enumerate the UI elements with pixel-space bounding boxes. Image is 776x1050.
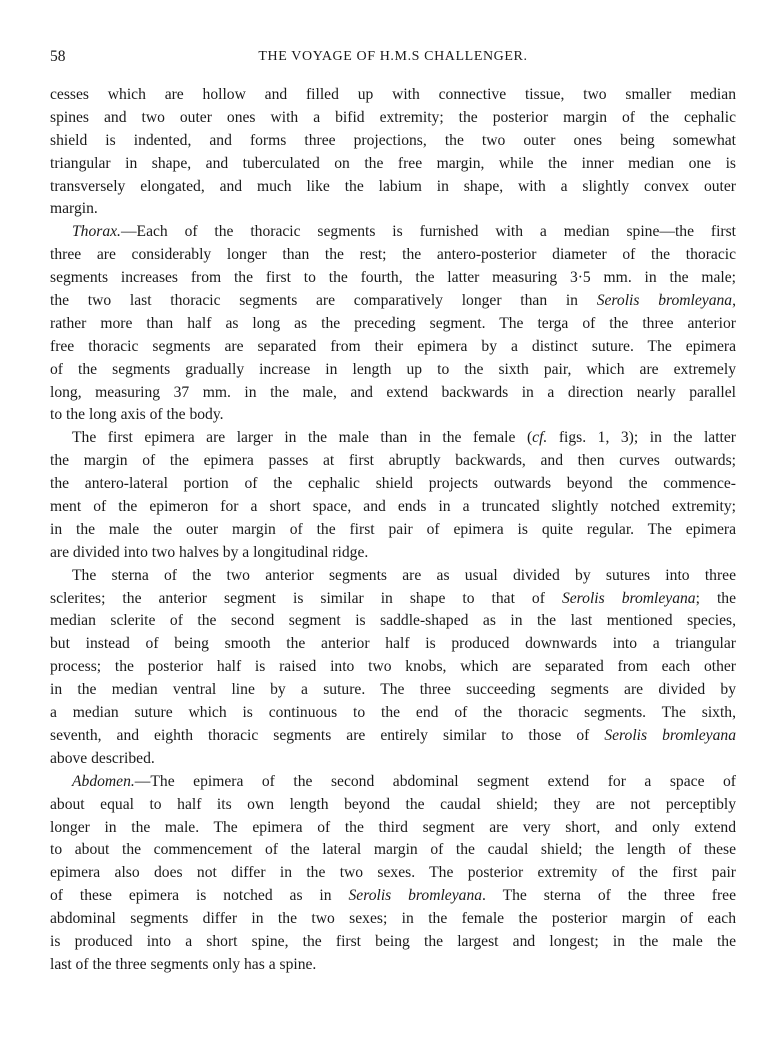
text-line [50,130,736,153]
text-line [50,588,736,611]
text-run: segments increases from the first to the fourth, the latter measuring 3·5 mm. in the male; [50,269,736,287]
text-line [50,725,736,748]
text-run: are divided into two halves by a longitudinal ridge. [50,543,369,561]
text-run: above described. [50,749,155,767]
text-run: , [732,292,737,310]
text-line [50,84,736,107]
text-line [50,679,736,702]
text-line [50,267,736,290]
running-head [50,48,736,70]
text-line [50,404,736,427]
text-line [50,313,736,336]
text-line [50,862,736,885]
text-line [50,107,736,130]
text-run: ; the [695,589,737,607]
text-run: to the long axis of the body. [50,406,224,424]
text-run: last of the three segments only has a spine. [50,955,317,973]
text-line [50,519,736,542]
text-run: a median suture which is continuous to the end of the thoracic segments. The sixth, [50,704,736,722]
text-run: cesses which are hollow and filled up with connective tissue, two smaller median [50,86,736,103]
text-line [50,496,736,519]
text-line [50,542,736,565]
text-run: abdominal segments differ in the two sexes; in the female the posterior margin of each [50,910,736,928]
text-line [50,656,736,679]
text-line [50,794,736,817]
text-line [50,359,736,382]
text-line [50,473,736,496]
text-line [50,702,736,725]
text-run: of the segments gradually increase in length up to the sixth pair, which are extremely [50,360,736,378]
text-line [50,565,736,588]
text-run: free thoracic segments are separated from their epimera by a distinct suture. The epimera [50,337,736,355]
paragraph-cephalic-shield [50,84,736,221]
text-line [50,244,736,267]
text-run: the two last thoracic segments are comparatively longer than in [50,292,597,310]
text-line [50,908,736,931]
text-run: spines and two outer ones with a bifid extremity; the posterior margin of the cephalic [50,108,736,126]
text-line [50,839,736,862]
text-line [50,176,736,199]
italic-term: Serolis bromleyana [596,292,733,310]
text-run: but instead of being smooth the anterior half is produced downwards into a triangular [50,635,736,653]
italic-term: Abdomen. [72,772,135,790]
text-run: figs. 1, 3); in the latter [547,429,736,447]
text-run: rather more than half as long as the preceding segment. The terga of the three anterior [50,314,736,332]
text-run: in the male the outer margin of the first pair of epimera is quite regular. The epimera [50,520,736,538]
text-line [50,382,736,405]
page-number: 58 [50,48,66,65]
text-run: —Each of the thoracic segments is furnished with a median spine—the first [120,223,736,241]
text-run: sclerites; the anterior segment is similar in shape to that of [50,589,562,607]
text-run: The sterna of the two anterior segments are as usual divided by sutures into three [72,566,736,584]
text-run: triangular in shape, and tuberculated on the free margin, while the inner median one is [50,154,736,172]
italic-term: Thorax. [72,223,121,241]
text-run: epimera also does not differ in the two sexes. The posterior extremity of the first pair [50,864,736,882]
text-run: transversely elongated, and much like the labium in shape, with a slightly convex outer [50,177,736,195]
body-text [50,84,736,977]
text-run: —The epimera of the second abdominal segment extend for a space of [134,772,736,790]
text-run: ment of the epimeron for a short space, and ends in a truncated slightly notched extremity; [50,498,736,516]
text-run: three are considerably longer than the rest; the antero-posterior diameter of the thoracic [50,246,736,264]
paragraph-thorax [50,221,736,427]
text-line [50,427,736,450]
text-run: about equal to half its own length beyond the caudal shield; they are not perceptibly [50,795,736,813]
text-run: longer in the male. The epimera of the third segment are very short, and only extend [50,818,736,836]
text-line [50,198,736,221]
text-line [50,450,736,473]
text-run: is produced into a short spine, the first being the largest and longest; in the male the [50,932,736,950]
paragraph-abdomen [50,771,736,977]
text-run: . The sterna of the three free [482,887,737,905]
text-line [50,290,736,313]
text-run: the antero-lateral portion of the cephalic shield projects outwards beyond the commence- [50,475,736,493]
text-run: median sclerite of the second segment is saddle-shaped as in the last mentioned species, [50,612,736,630]
text-run: process; the posterior half is raised into two knobs, which are separated from each other [50,658,736,676]
text-run: seventh, and eighth thoracic segments are entirely similar to those of [50,726,605,744]
text-run: long, measuring 37 mm. in the male, and extend backwards in a direction nearly parallel [50,383,736,401]
running-title: THE VOYAGE OF H.M.S CHALLENGER. [258,49,528,64]
text-line [50,633,736,656]
text-run: the margin of the epimera passes at first abruptly backwards, and then curves outwards; [50,452,736,470]
text-run: to about the commencement of the lateral margin of the caudal shield; the length of these [50,841,736,859]
text-line [50,221,736,244]
text-line [50,885,736,908]
paragraph-sterna [50,565,736,771]
italic-term: Serolis bromleyana [561,589,696,607]
text-line [50,931,736,954]
text-line [50,771,736,794]
italic-term: Serolis bromleyana [348,887,483,905]
text-run: margin. [50,200,98,218]
text-line [50,610,736,633]
text-run: shield is indented, and forms three projections, the two outer ones being somewhat [50,131,736,149]
text-line [50,153,736,176]
paragraph-first-epimera [50,427,736,564]
text-line [50,748,736,771]
text-line [50,817,736,840]
italic-term: Serolis bromleyana [604,726,736,744]
text-run: The first epimera are larger in the male than in the female ( [72,429,533,447]
text-run: of these epimera is notched as in [50,887,349,905]
text-run: in the median ventral line by a suture. The three succeeding segments are divided by [50,681,736,699]
text-line [50,336,736,359]
text-line [50,954,736,977]
italic-term: cf. [532,429,548,447]
